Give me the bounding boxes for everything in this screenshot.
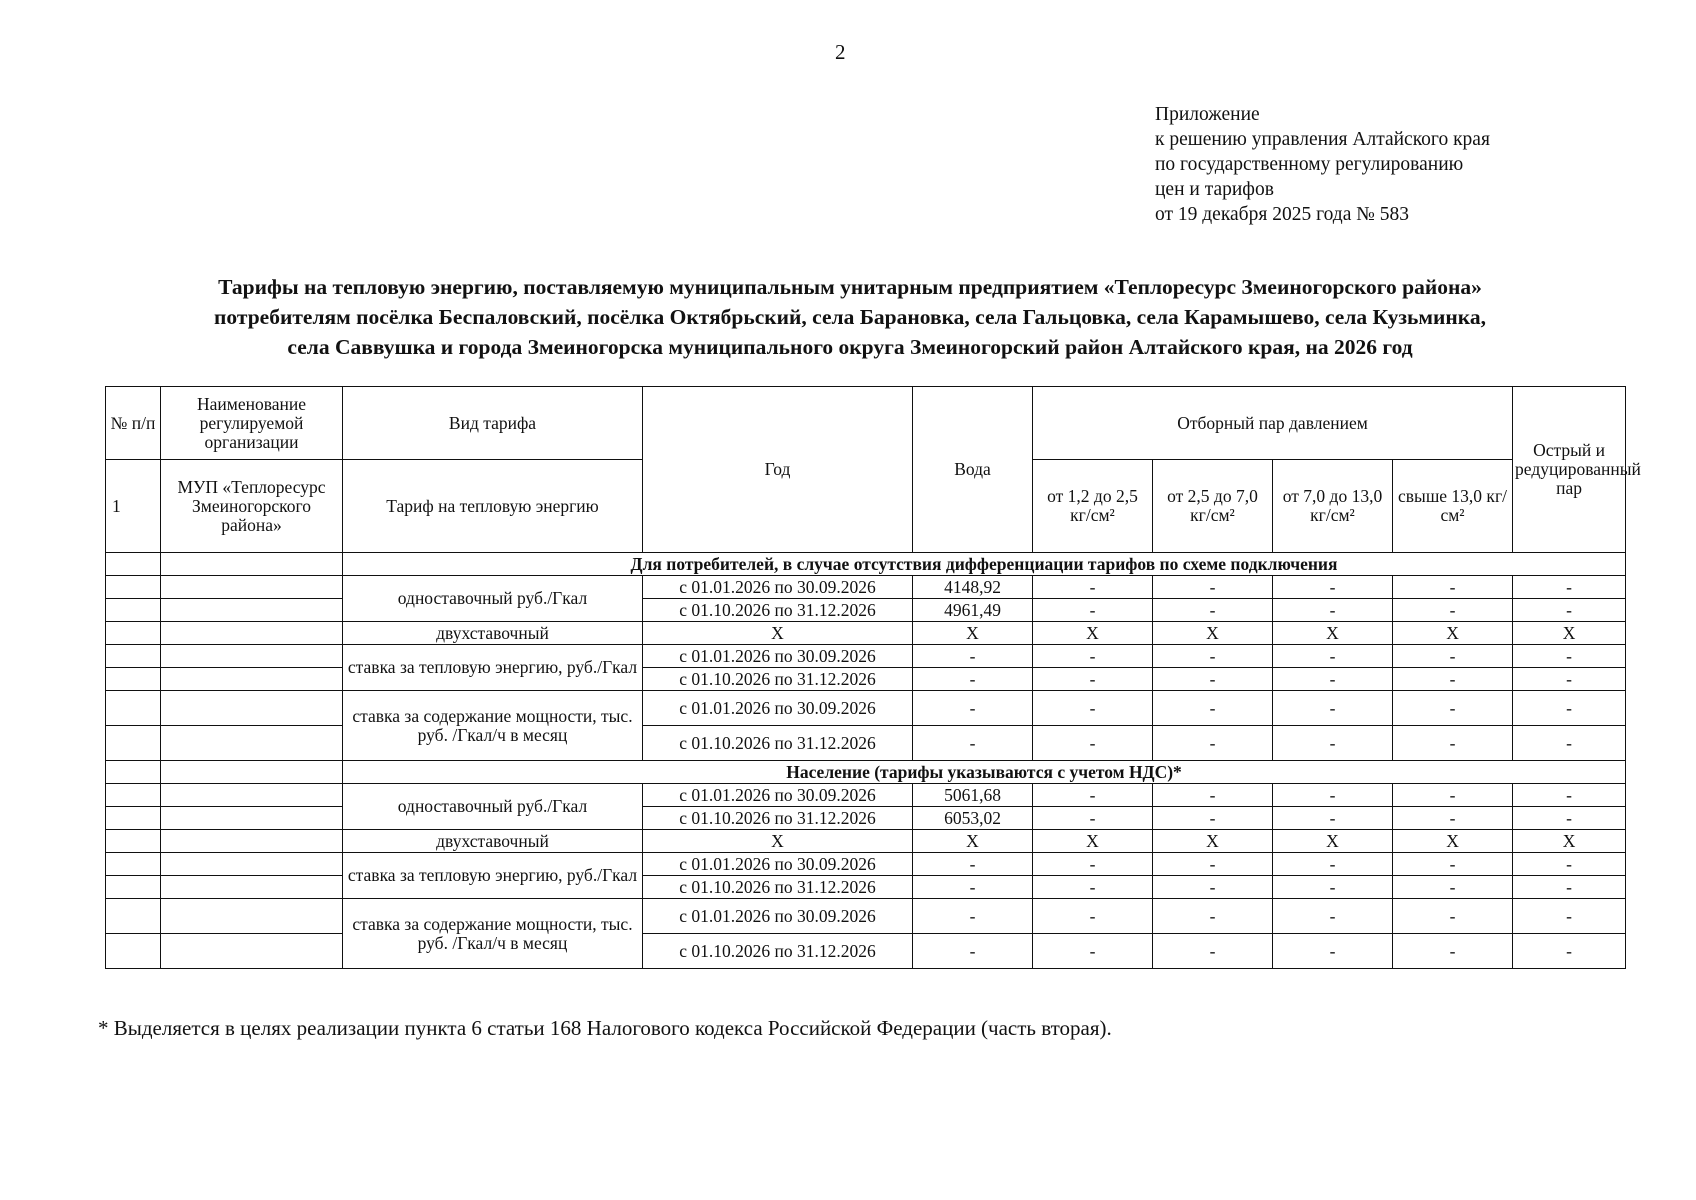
title-line: Тарифы на тепловую энергию, поставляемую муниципальным унитарным предприятием «Теплоресурс Змеиногорского района» xyxy=(218,275,1482,299)
period-cell: с 01.10.2026 по 31.12.2026 xyxy=(643,876,913,899)
empty-cell xyxy=(106,807,161,830)
value-cell-p2: - xyxy=(1153,899,1273,934)
empty-cell xyxy=(161,934,343,969)
value-cell-p2: - xyxy=(1153,645,1273,668)
org-name: МУП «Теплоресурс Змеиногорского района» xyxy=(161,460,343,553)
value-cell-p1: - xyxy=(1033,784,1153,807)
appendix-line: Приложение xyxy=(1155,104,1260,125)
empty-cell xyxy=(106,876,161,899)
value-cell-sharp: - xyxy=(1513,599,1626,622)
appendix-line: цен и тарифов xyxy=(1155,179,1274,200)
empty-cell xyxy=(161,853,343,876)
value-cell-water: X xyxy=(913,622,1033,645)
tariff-table xyxy=(105,386,1641,969)
tariff-label: ставка за содержание мощности, тыс. руб. /Гкал/ч в месяц xyxy=(343,691,643,761)
value-cell-p1: - xyxy=(1033,691,1153,726)
value-cell-p3: - xyxy=(1273,934,1393,969)
period-cell: с 01.10.2026 по 31.12.2026 xyxy=(643,726,913,761)
table-row xyxy=(106,599,1626,622)
value-cell-water: - xyxy=(913,668,1033,691)
empty-cell xyxy=(161,899,343,934)
value-cell-water: X xyxy=(913,830,1033,853)
empty-cell xyxy=(106,830,161,853)
empty-cell xyxy=(161,645,343,668)
value-cell-p1: - xyxy=(1033,599,1153,622)
value-cell-p3: X xyxy=(1273,830,1393,853)
value-cell-sharp: - xyxy=(1513,807,1626,830)
value-cell-p4: - xyxy=(1393,853,1513,876)
value-cell-water: - xyxy=(913,876,1033,899)
empty-cell xyxy=(106,622,161,645)
value-cell-water: 5061,68 xyxy=(913,784,1033,807)
table-row xyxy=(106,784,1626,807)
table-row xyxy=(106,726,1626,761)
empty-cell xyxy=(106,899,161,934)
empty-cell xyxy=(106,645,161,668)
table-row xyxy=(106,934,1626,969)
value-cell-water: - xyxy=(913,691,1033,726)
empty-cell xyxy=(161,876,343,899)
period-cell: X xyxy=(643,622,913,645)
period-cell: с 01.10.2026 по 31.12.2026 xyxy=(643,934,913,969)
value-cell-p4: - xyxy=(1393,576,1513,599)
value-cell-p4: X xyxy=(1393,830,1513,853)
value-cell-p1: - xyxy=(1033,668,1153,691)
value-cell-p3: - xyxy=(1273,784,1393,807)
header-steam-group: Отборный пар давлением xyxy=(1033,387,1513,460)
value-cell-water: 6053,02 xyxy=(913,807,1033,830)
table-row xyxy=(106,645,1626,668)
table-row xyxy=(106,622,1626,645)
empty-cell xyxy=(161,830,343,853)
appendix-line: от 19 декабря 2025 года № 583 xyxy=(1155,204,1409,225)
header-water: Вода xyxy=(913,387,1033,553)
header-tariff-type: Вид тарифа xyxy=(343,387,643,460)
org-number: 1 xyxy=(106,460,161,553)
tariff-name: Тариф на тепловую энергию xyxy=(343,460,643,553)
value-cell-water: - xyxy=(913,726,1033,761)
empty-cell xyxy=(161,599,343,622)
value-cell-p3: - xyxy=(1273,853,1393,876)
value-cell-p4: - xyxy=(1393,645,1513,668)
tariff-label: одноставочный руб./Гкал xyxy=(343,576,643,622)
value-cell-p3: - xyxy=(1273,576,1393,599)
value-cell-p1: X xyxy=(1033,830,1153,853)
value-cell-water: - xyxy=(913,853,1033,876)
value-cell-p2: - xyxy=(1153,726,1273,761)
value-cell-p1: - xyxy=(1033,576,1153,599)
period-cell: с 01.10.2026 по 31.12.2026 xyxy=(643,807,913,830)
value-cell-p2: X xyxy=(1153,830,1273,853)
empty-cell xyxy=(161,668,343,691)
value-cell-p3: - xyxy=(1273,668,1393,691)
value-cell-sharp: - xyxy=(1513,691,1626,726)
table-row xyxy=(106,807,1626,830)
period-cell: с 01.10.2026 по 31.12.2026 xyxy=(643,599,913,622)
value-cell-p4: - xyxy=(1393,807,1513,830)
value-cell-sharp: X xyxy=(1513,830,1626,853)
table-row xyxy=(106,761,1626,784)
footnote: * Выделяется в целях реализации пункта 6 статьи 168 Налогового кодекса Российской Федерации (часть вторая). xyxy=(98,1016,1112,1040)
header-row xyxy=(106,387,1626,460)
value-cell-p4: - xyxy=(1393,691,1513,726)
value-cell-sharp: - xyxy=(1513,876,1626,899)
value-cell-sharp: - xyxy=(1513,668,1626,691)
empty-cell xyxy=(161,807,343,830)
document-title xyxy=(60,272,1640,362)
value-cell-p2: - xyxy=(1153,668,1273,691)
value-cell-p1: - xyxy=(1033,853,1153,876)
value-cell-p2: - xyxy=(1153,784,1273,807)
value-cell-p2: - xyxy=(1153,691,1273,726)
value-cell-p2: - xyxy=(1153,599,1273,622)
value-cell-p3: - xyxy=(1273,807,1393,830)
tariff-label: одноставочный руб./Гкал xyxy=(343,784,643,830)
appendix-block xyxy=(1155,102,1490,227)
empty-cell xyxy=(106,668,161,691)
value-cell-water: - xyxy=(913,645,1033,668)
empty-cell xyxy=(161,691,343,726)
empty-cell xyxy=(106,761,161,784)
period-cell: с 01.10.2026 по 31.12.2026 xyxy=(643,668,913,691)
header-pressure-2: от 2,5 до 7,0 кг/см² xyxy=(1153,460,1273,553)
table-row xyxy=(106,668,1626,691)
value-cell-p3: X xyxy=(1273,622,1393,645)
value-cell-sharp: - xyxy=(1513,645,1626,668)
tariff-label: ставка за тепловую энергию, руб./Гкал xyxy=(343,853,643,899)
value-cell-p3: - xyxy=(1273,691,1393,726)
value-cell-p3: - xyxy=(1273,876,1393,899)
value-cell-p2: - xyxy=(1153,934,1273,969)
title-line: потребителям посёлка Беспаловский, посёлка Октябрьский, села Барановка, села Гальцовка, села Карамышево, села Кузьминка, xyxy=(214,305,1486,329)
value-cell-p2: - xyxy=(1153,853,1273,876)
value-cell-p1: - xyxy=(1033,876,1153,899)
value-cell-p2: - xyxy=(1153,876,1273,899)
value-cell-sharp: - xyxy=(1513,784,1626,807)
value-cell-sharp: - xyxy=(1513,934,1626,969)
section-title: Для потребителей, в случае отсутствия дифференциации тарифов по схеме подключения xyxy=(343,553,1626,576)
empty-cell xyxy=(106,691,161,726)
appendix-line: к решению управления Алтайского края xyxy=(1155,129,1490,150)
empty-cell xyxy=(106,576,161,599)
appendix-line: по государственному регулированию xyxy=(1155,154,1464,175)
header-num: № п/п xyxy=(106,387,161,460)
period-cell: с 01.01.2026 по 30.09.2026 xyxy=(643,691,913,726)
page-number: 2 xyxy=(835,40,846,64)
section-title: Население (тарифы указываются с учетом НДС)* xyxy=(343,761,1626,784)
tariff-label: двухставочный xyxy=(343,622,643,645)
value-cell-p4: - xyxy=(1393,599,1513,622)
period-cell: с 01.01.2026 по 30.09.2026 xyxy=(643,645,913,668)
value-cell-p1: - xyxy=(1033,645,1153,668)
empty-cell xyxy=(161,622,343,645)
value-cell-p4: - xyxy=(1393,784,1513,807)
tariff-label: ставка за тепловую энергию, руб./Гкал xyxy=(343,645,643,691)
value-cell-p4: - xyxy=(1393,934,1513,969)
value-cell-water: 4961,49 xyxy=(913,599,1033,622)
empty-cell xyxy=(106,784,161,807)
value-cell-sharp: - xyxy=(1513,576,1626,599)
period-cell: X xyxy=(643,830,913,853)
header-org-name: Наименование регулируемой организации xyxy=(161,387,343,460)
tariff-label: ставка за содержание мощности, тыс. руб. /Гкал/ч в месяц xyxy=(343,899,643,969)
value-cell-p2: - xyxy=(1153,807,1273,830)
value-cell-p1: X xyxy=(1033,622,1153,645)
period-cell: с 01.01.2026 по 30.09.2026 xyxy=(643,853,913,876)
empty-cell xyxy=(106,853,161,876)
tariff-label: двухставочный xyxy=(343,830,643,853)
empty-cell xyxy=(161,553,343,576)
value-cell-p3: - xyxy=(1273,726,1393,761)
header-sharp-steam: Острый и редуцированный пар xyxy=(1513,387,1626,553)
header-pressure-3: от 7,0 до 13,0 кг/см² xyxy=(1273,460,1393,553)
table-row xyxy=(106,876,1626,899)
period-cell: с 01.01.2026 по 30.09.2026 xyxy=(643,576,913,599)
empty-cell xyxy=(161,726,343,761)
period-cell: с 01.01.2026 по 30.09.2026 xyxy=(643,899,913,934)
header-pressure-4: свыше 13,0 кг/см² xyxy=(1393,460,1513,553)
table-row xyxy=(106,853,1626,876)
value-cell-sharp: - xyxy=(1513,853,1626,876)
table-row xyxy=(106,830,1626,853)
value-cell-p3: - xyxy=(1273,899,1393,934)
value-cell-p4: - xyxy=(1393,726,1513,761)
value-cell-p4: - xyxy=(1393,899,1513,934)
header-year: Год xyxy=(643,387,913,553)
value-cell-sharp: - xyxy=(1513,899,1626,934)
value-cell-p3: - xyxy=(1273,599,1393,622)
value-cell-p1: - xyxy=(1033,899,1153,934)
value-cell-p4: - xyxy=(1393,876,1513,899)
empty-cell xyxy=(161,576,343,599)
table-row xyxy=(106,691,1626,726)
value-cell-p1: - xyxy=(1033,807,1153,830)
table-row xyxy=(106,576,1626,599)
period-cell: с 01.01.2026 по 30.09.2026 xyxy=(643,784,913,807)
empty-cell xyxy=(106,553,161,576)
value-cell-p1: - xyxy=(1033,934,1153,969)
value-cell-water: 4148,92 xyxy=(913,576,1033,599)
empty-cell xyxy=(106,599,161,622)
empty-cell xyxy=(161,761,343,784)
value-cell-water: - xyxy=(913,899,1033,934)
table-row xyxy=(106,553,1626,576)
value-cell-p4: X xyxy=(1393,622,1513,645)
empty-cell xyxy=(106,726,161,761)
value-cell-p1: - xyxy=(1033,726,1153,761)
value-cell-water: - xyxy=(913,934,1033,969)
value-cell-p2: X xyxy=(1153,622,1273,645)
value-cell-sharp: - xyxy=(1513,726,1626,761)
value-cell-sharp: X xyxy=(1513,622,1626,645)
title-line: села Саввушка и города Змеиногорска муниципального округа Змеиногорский район Алтайского края, на 2026 год xyxy=(287,335,1413,359)
value-cell-p2: - xyxy=(1153,576,1273,599)
value-cell-p4: - xyxy=(1393,668,1513,691)
table-row xyxy=(106,899,1626,934)
empty-cell xyxy=(161,784,343,807)
empty-cell xyxy=(106,934,161,969)
value-cell-p3: - xyxy=(1273,645,1393,668)
header-pressure-1: от 1,2 до 2,5 кг/см² xyxy=(1033,460,1153,553)
